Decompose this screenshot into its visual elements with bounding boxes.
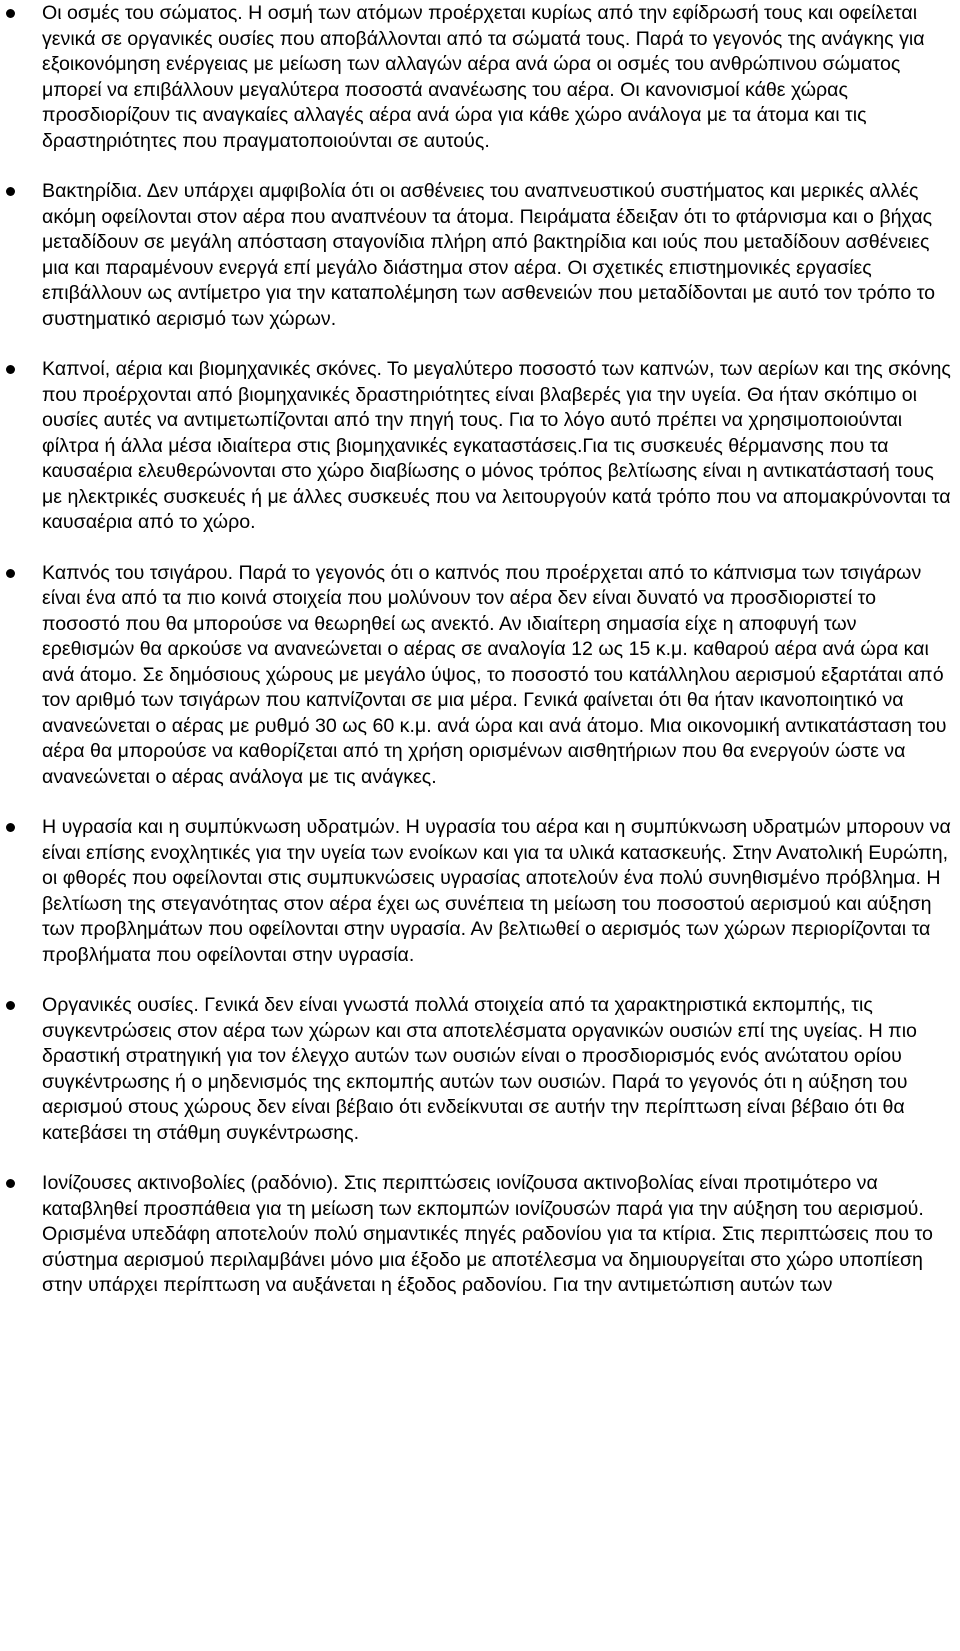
list-item bbox=[0, 1, 960, 154]
list-item-text: Οι οσμές του σώματος. Η οσμή των ατόμων προέρχεται κυρίως από την εφίδρωσή τους και οφείλεται γενικά σε οργανικές ουσίες που αποβάλλονται από τα σώματά τους. Παρά το γεγονός της ανάγκης για εξοικονόμηση ενέργειας με μείωση των αλλαγών αέρα ανά ώρα οι οσμές του ανθρώπινου σώματος μπορεί να επιβάλλουν μεγαλύτερα ποσοστά ανανέωσης του αέρα. Οι κανονισμοί κάθε χώρας προσδιορίζουν τις αναγκαίες αλλαγές αέρα ανά ώρα για κάθε χώρο ανάλογα με τα άτομα και τις δραστηριότητες που πραγματοποιούνται σε αυτούς. bbox=[42, 2, 925, 152]
list-item bbox=[0, 179, 960, 332]
list-item bbox=[0, 993, 960, 1146]
bullet-icon bbox=[6, 365, 15, 374]
bullet-icon bbox=[6, 187, 15, 196]
list-item bbox=[0, 357, 960, 536]
bullet-icon bbox=[6, 823, 15, 832]
bullet-icon bbox=[6, 1179, 15, 1188]
bullet-icon bbox=[6, 1001, 15, 1010]
list-item-text: Καπνός του τσιγάρου. Παρά το γεγονός ότι ο καπνός που προέρχεται από το κάπνισμα των τσιγάρων είναι ένα από τα πιο κοινά στοιχεία που μολύνουν τον αέρα δεν είναι δυνατό να προσδιοριστεί το ποσοστό που θα μπορούσε να θεωρηθεί ως ανεκτό. Αν ιδιαίτερη σημασία είχε η αποφυγή των ερεθισμών θα αρκούσε να ανανεώνεται ο αέρας σε αναλογία 12 ως 15 κ.μ. καθαρού αέρα ανά ώρα και ανά άτομο. Σε δημόσιους χώρους με μεγάλο ύψος, το ποσοστό του κατάλληλου αερισμού εξαρτάται από τον αριθμό των τσιγάρων που καπνίζονται σε μια μέρα. Γενικά φαίνεται ότι θα ήταν ικανοποιητικό να ανανεώνεται ο αέρας με ρυθμό 30 ως 60 κ.μ. ανά ώρα και ανά άτομο. Μια οικονομική αντικατάσταση του αέρα θα μπορούσε να καθορίζεται από τη χρήση ορισμένων αισθητήριων που θα ενεργούν ώστε να ανανεώνεται ο αέρας ανάλογα με τις ανάγκες. bbox=[42, 561, 947, 788]
list-item-text: Καπνοί, αέρια και βιομηχανικές σκόνες. Το μεγαλύτερο ποσοστό των καπνών, των αερίων και της σκόνης που προέρχονται από βιομηχανικές δραστηριότητες είναι βλαβερές για την υγεία. Θα ήταν σκόπιμο οι ουσίες αυτές να αντιμετωπίζονται από την πηγή τους. Για το λόγο αυτό πρέπει να χρησιμοποιούνται φίλτρα ή άλλα μέσα ιδιαίτερα στις βιομηχανικές εγκαταστάσεις.Για τις συσκευές θέρμανσης που τα καυσαέρια ελευθερώνονται στο χώρο διαβίωσης ο μόνος τρόπος βελτίωσης είναι η αντικατάστασή τους με ηλεκτρικές συσκευές ή με άλλες συσκευές που να λειτουργούν κατά τρόπο που να απομακρύνονται τα καυσαέρια από το χώρο. bbox=[42, 358, 951, 533]
list-item bbox=[0, 1171, 960, 1299]
bullet-list bbox=[0, 1, 960, 1324]
list-item bbox=[0, 561, 960, 791]
list-item bbox=[0, 815, 960, 968]
list-item-text: Ιονίζουσες ακτινοβολίες (ραδόνιο). Στις περιπτώσεις ιονίζουσα ακτινοβολίας είναι προτιμότερο να καταβληθεί προσπάθεια για τη μείωση των εκπομπών ιονίζουσών παρά για την αύξηση του αερισμού. Ορισμένα υπεδάφη αποτελούν πολύ σημαντικές πηγές ραδονίου για τα κτίρια. Στις περιπτώσεις που το σύστημα αερισμού περιλαμβάνει μόνο μια έξοδο με αποτέλεσμα να δημιουργείται στο χώρο υποπίεση στην υπάρχει περίπτωση να αυξάνεται η έξοδος ραδονίου. Για την αντιμετώπιση αυτών των bbox=[42, 1172, 933, 1296]
list-item-text: Βακτηρίδια. Δεν υπάρχει αμφιβολία ότι οι ασθένειες του αναπνευστικού συστήματος και μερικές αλλές ακόμη οφείλονται στον αέρα που αναπνέουν τα άτομα. Πειράματα έδειξαν ότι το φτάρνισμα και ο βήχας μεταδίδουν σε μεγάλη απόσταση σταγονίδια πλήρη από βακτηρίδια και ιούς που μεταδίδουν ασθένειες μια και παραμένουν ενεργά επί μεγάλο διάστημα στον αέρα. Οι σχετικές επιστημονικές εργασίες επιβάλλουν ως αντίμετρο για την καταπολέμηση των ασθενειών που μεταδίδονται με αυτό τον τρόπο το συστηματικό αερισμό των χώρων. bbox=[42, 180, 936, 330]
list-item-text: Οργανικές ουσίες. Γενικά δεν είναι γνωστά πολλά στοιχεία από τα χαρακτηριστικά εκπομπής, τις συγκεντρώσεις στον αέρα των χώρων και στα αποτελέσματα οργανικών ουσιών επί της υγείας. Η πιο δραστική στρατηγική για τον έλεγχο αυτών των ουσιών είναι ο προσδιορισμός ενός ανώτατου ορίου συγκέντρωσης ή ο μηδενισμός της εκπομπής αυτών των ουσιών. Παρά το γεγονός ότι η αύξηση του αερισμού στους χώρους δεν είναι βέβαιο ότι ενδείκνυται σε αυτήν την περίπτωση είναι βέβαιο ότι θα κατεβάσει τη στάθμη συγκέντρωσης. bbox=[42, 994, 917, 1144]
bullet-icon bbox=[6, 569, 15, 578]
list-item-text: Η υγρασία και η συμπύκνωση υδρατμών. Η υγρασία του αέρα και η συμπύκνωση υδρατμών μπορουν να είναι επίσης ενοχλητικές για την υγεία των ενοίκων και για τα υλικά κατασκευής. Στην Ανατολική Ευρώπη, οι φθορές που οφείλονται στις συμπυκνώσεις υγρασίας αποτελούν ένα πολύ συνηθισμένο πρόβλημα. Η βελτίωση της στεγανότητας στον αέρα έχει ως συνέπεια τη μείωση του ποσοστού αερισμού και αύξηση των προβλημάτων που οφείλονται στην υγρασία. Αν βελτιωθεί ο αερισμός των χώρων περιορίζονται τα προβλήματα που οφείλονται στην υγρασία. bbox=[42, 816, 951, 966]
bullet-icon bbox=[6, 9, 15, 18]
